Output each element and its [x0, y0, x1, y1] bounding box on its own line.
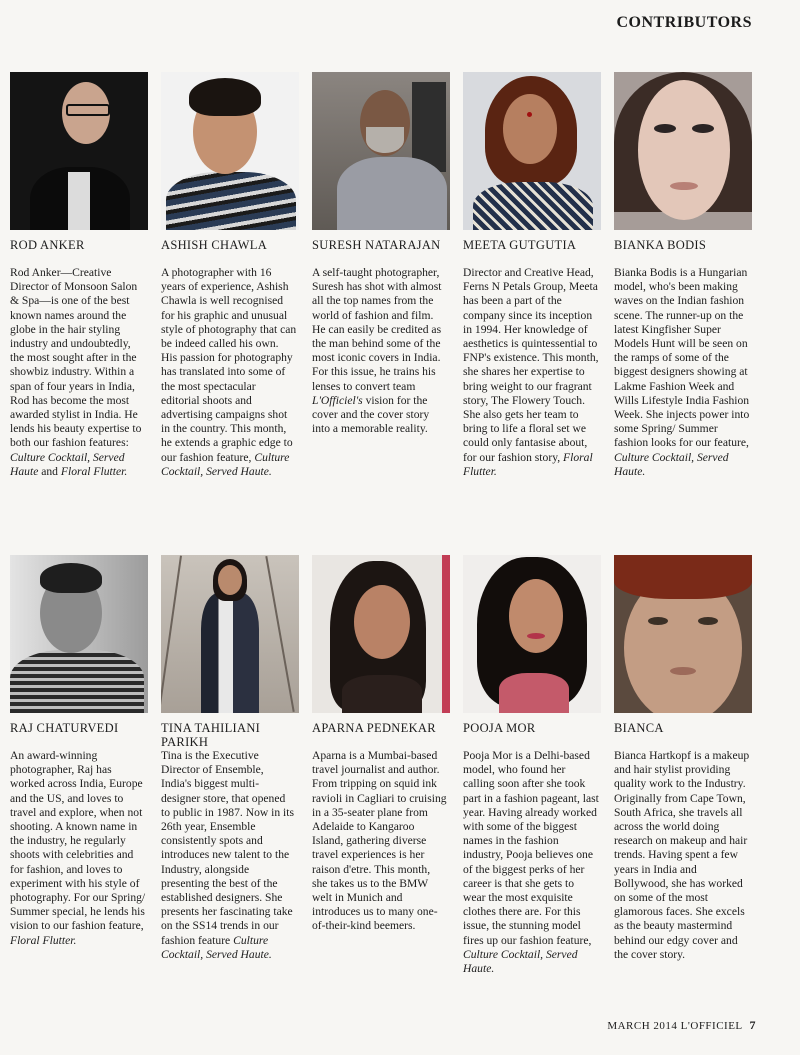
contributor-name: BIANKA BODIS — [614, 238, 707, 252]
contributor-name: RAJ CHATURVEDI — [10, 721, 119, 735]
contributor-photo — [614, 72, 752, 230]
contributor-name: APARNA PEDNEKAR — [312, 721, 436, 735]
contributors-row-1 — [10, 72, 755, 479]
contributor-photo — [161, 555, 299, 713]
contributor-bio: Rod Anker—Creative Director of Monsoon Salon & Spa—is one of the best known names around the globe in the hair styling industry and undoubtedly, the most sought after in the showbiz industry. Within a span of four years in India, Rod has become the most awarded stylist in India. He lends his beauty expertise to both our fashion features: Culture Cocktail, Served Haute and Floral Flutter. — [10, 266, 142, 478]
contributor-bio: A self-taught photographer, Suresh has shot with almost all the top names from the world of fashion and film. He can easily be credited as the man behind some of the most iconic covers in India. For this issue, he trains his lenses to convert team L'Officiel's vision for the cover and the cover story into a memorable reality. — [312, 266, 442, 436]
contributor-bio: Tina is the Executive Director of Ensemble, India's biggest multi-designer store, that opened to public in 1987. Now in its 26th year, Ensemble consistently spots and introduces new talent to the Industry, alongside presenting the best of the established designers. She presents her fascinating take on the SS14 trends in our fashion feature Culture Cocktail, Served Haute. — [161, 749, 295, 961]
contributor-name: ASHISH CHAWLA — [161, 238, 268, 252]
contributor-photo — [10, 72, 148, 230]
page-title: CONTRIBUTORS — [616, 14, 752, 31]
contributor-card — [614, 555, 752, 976]
contributor-card — [463, 72, 601, 479]
brand-name: L'OFFICIEL — [680, 1020, 743, 1032]
contributors-row-2 — [10, 555, 755, 976]
page-number: 7 — [749, 1018, 756, 1032]
contributor-bio: A photographer with 16 years of experience, Ashish Chawla is well recognised for his graphic and unusual style of photography that can be indeed called his own. His passion for photography has translated into some of the most spectacular editorial shoots and advertising campaigns shot in the country. This month, he extends a graphic edge to our fashion feature, Culture Cocktail, Served Haute. — [161, 266, 297, 478]
contributor-bio: Bianka Bodis is a Hungarian model, who's been making waves on the Indian fashion scene. The runner-up on the latest Kingfisher Super Models Hunt will be seen on the ramps of some of the biggest designers showing at Lakme Fashion Week and Wills Lifestyle India Fashion Week. She injects power into some Spring/ Summer fashion looks for our feature, Culture Cocktail, Served Haute. — [614, 266, 750, 478]
contributor-photo — [312, 72, 450, 230]
contributor-photo — [463, 72, 601, 230]
contributor-card — [161, 555, 299, 976]
contributor-card — [10, 555, 148, 976]
contributor-card — [312, 72, 450, 479]
contributor-photo — [161, 72, 299, 230]
contributor-name: ROD ANKER — [10, 238, 85, 252]
contributor-card — [614, 72, 752, 479]
contributor-name: TINA TAHILIANI PARIKH — [161, 721, 261, 749]
contributor-name: SURESH NATARAJAN — [312, 238, 441, 252]
contributor-bio: Bianca Hartkopf is a makeup and hair stylist providing quality work to the Industry. Originally from Cape Town, South Africa, she travels all across the world doing research on makeup and hair trends. Having spent a few years in India and Bollywood, she has worked on some of the most glamorous faces. She excels as the beauty mastermind behind our edgy cover and the cover story. — [614, 749, 750, 961]
contributor-photo — [463, 555, 601, 713]
contributor-card — [463, 555, 601, 976]
contributor-bio: Director and Creative Head, Ferns N Petals Group, Meeta has been a part of the company since its inception in 1994. Her knowledge of aesthetics is quintessential to FNP's existence. This month, she shares her expertise to bring weight to our fragrant story, The Flowery Touch. She also gets her team to bring to life a floral set we could only fantasise about, for our fashion story, Floral Flutter. — [463, 266, 599, 478]
contributor-photo — [10, 555, 148, 713]
contributor-bio: Pooja Mor is a Delhi-based model, who found her calling soon after she took part in a fashion pageant, last year. Having already worked with some of the biggest names in the fashion industry, Pooja believes one of the biggest perks of her career is that she gets to wear the most exquisite clothes there are. For this issue, the stunning model fires up our fashion feature, Culture Cocktail, Served Haute. — [463, 749, 599, 976]
issue-date: MARCH 2014 — [607, 1020, 678, 1032]
contributor-name: MEETA GUTGUTIA — [463, 238, 577, 252]
contributor-bio: An award-winning photographer, Raj has worked across India, Europe and the US, and loves to travel and explore, when not shooting. A known name in the industry, he regularly shoots with celebrities and for fashion, and loves to experiment with his style of photography. For our Spring/ Summer special, he lends his vision to our fashion feature, Floral Flutter. — [10, 749, 146, 947]
contributor-photo — [614, 555, 752, 713]
contributor-card — [10, 72, 148, 479]
contributor-name: POOJA MOR — [463, 721, 536, 735]
contributor-card — [161, 72, 299, 479]
contributor-bio: Aparna is a Mumbai-based travel journalist and author. From tripping on squid ink ravioli in Cagliari to cruising in a 35-seater plane from Adelaide to Kangaroo Island, gathering diverse travel experiences is her raison d'etre. This month, she takes us to the BMW welt in Munich and introduces us to many one-of-their-kind beemers. — [312, 749, 447, 933]
contributor-name: BIANCA — [614, 721, 664, 735]
contributor-photo — [312, 555, 450, 713]
page-footer — [607, 1018, 756, 1033]
contributor-card — [312, 555, 450, 976]
